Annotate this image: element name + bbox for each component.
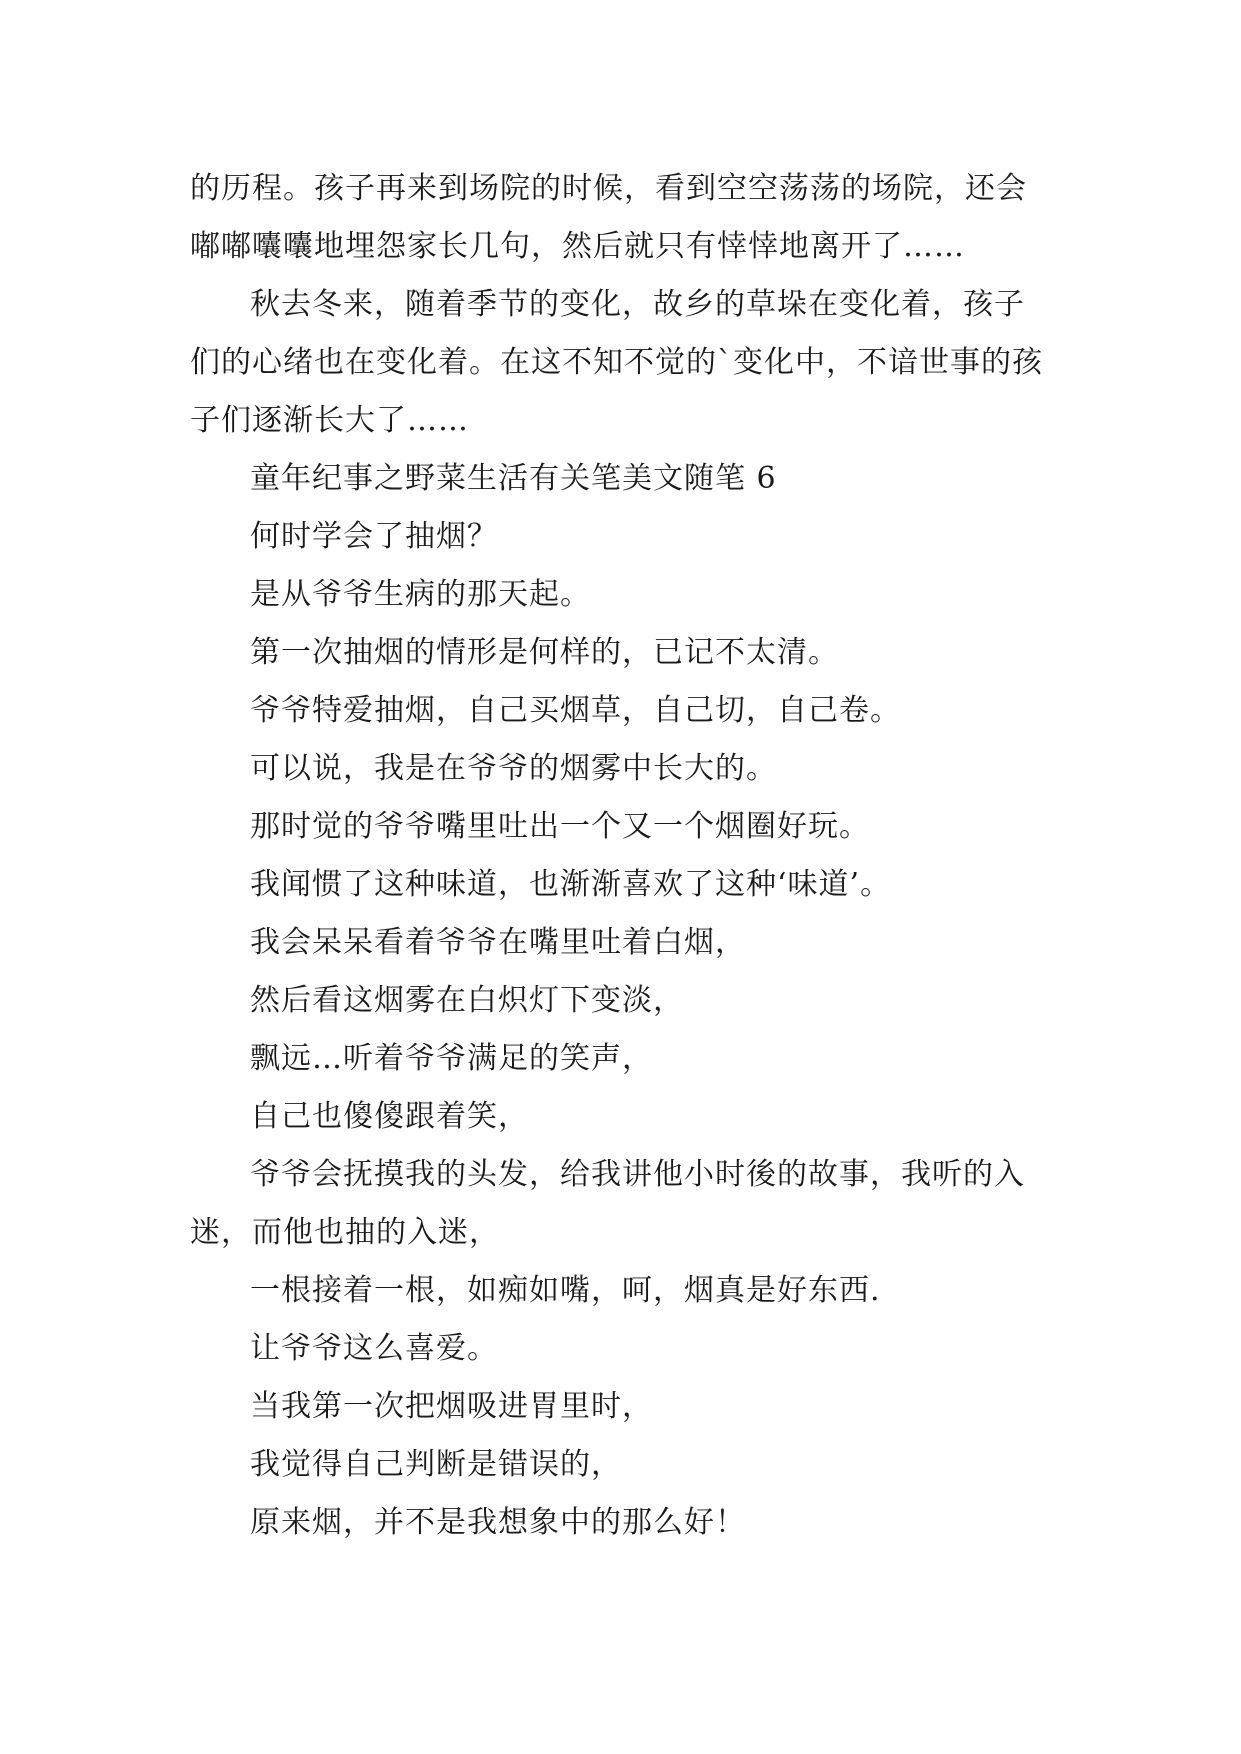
paragraph: 飘远…听着爷爷满足的笑声， [250, 1041, 653, 1076]
paragraph: 原来烟，并不是我想象中的那么好！ [250, 1505, 746, 1540]
paragraph: 让爷爷这么喜爱。 [250, 1331, 498, 1366]
paragraph: 的历程。孩子再来到场院的时候，看到空空荡荡的场院，还会嘟嘟囔囔地埋怨家长几句，然后就只有悻悻地离开了…… [190, 171, 1027, 264]
paragraph: 爷爷会抚摸我的头发，给我讲他小时後的故事，我听的入迷，而他也抽的入迷， [190, 1157, 1025, 1250]
paragraph: 我闻惯了这种味道，也渐渐喜欢了这种‘味道’。 [250, 867, 892, 902]
paragraph: 何时学会了抽烟？ [250, 519, 498, 554]
section-title: 童年纪事之野菜生活有关笔美文随笔 6 [250, 461, 777, 496]
paragraph: 自己也傻傻跟着笑， [250, 1099, 529, 1134]
paragraph: 我觉得自己判断是错误的， [250, 1447, 622, 1482]
paragraph: 一根接着一根，如痴如嘴，呵，烟真是好东西. [250, 1273, 881, 1308]
paragraph: 是从爷爷生病的那天起。 [250, 577, 591, 612]
document-body [190, 160, 1050, 1552]
paragraph: 可以说，我是在爷爷的烟雾中长大的。 [250, 751, 777, 786]
paragraph: 那时觉的爷爷嘴里吐出一个又一个烟圈好玩。 [250, 809, 870, 844]
paragraph: 然后看这烟雾在白炽灯下变淡， [250, 983, 684, 1018]
paragraph: 我会呆呆看着爷爷在嘴里吐着白烟， [250, 925, 746, 960]
paragraph: 爷爷特爱抽烟，自己买烟草，自己切，自己卷。 [250, 693, 901, 728]
paragraph: 秋去冬来，随着季节的变化，故乡的草垛在变化着，孩子们的心绪也在变化着。在这不知不觉的`变化中，不谙世事的孩子们逐渐长大了…… [190, 287, 1043, 438]
paragraph: 第一次抽烟的情形是何样的，已记不太清。 [250, 635, 839, 670]
paragraph: 当我第一次把烟吸进胃里时， [250, 1389, 653, 1424]
